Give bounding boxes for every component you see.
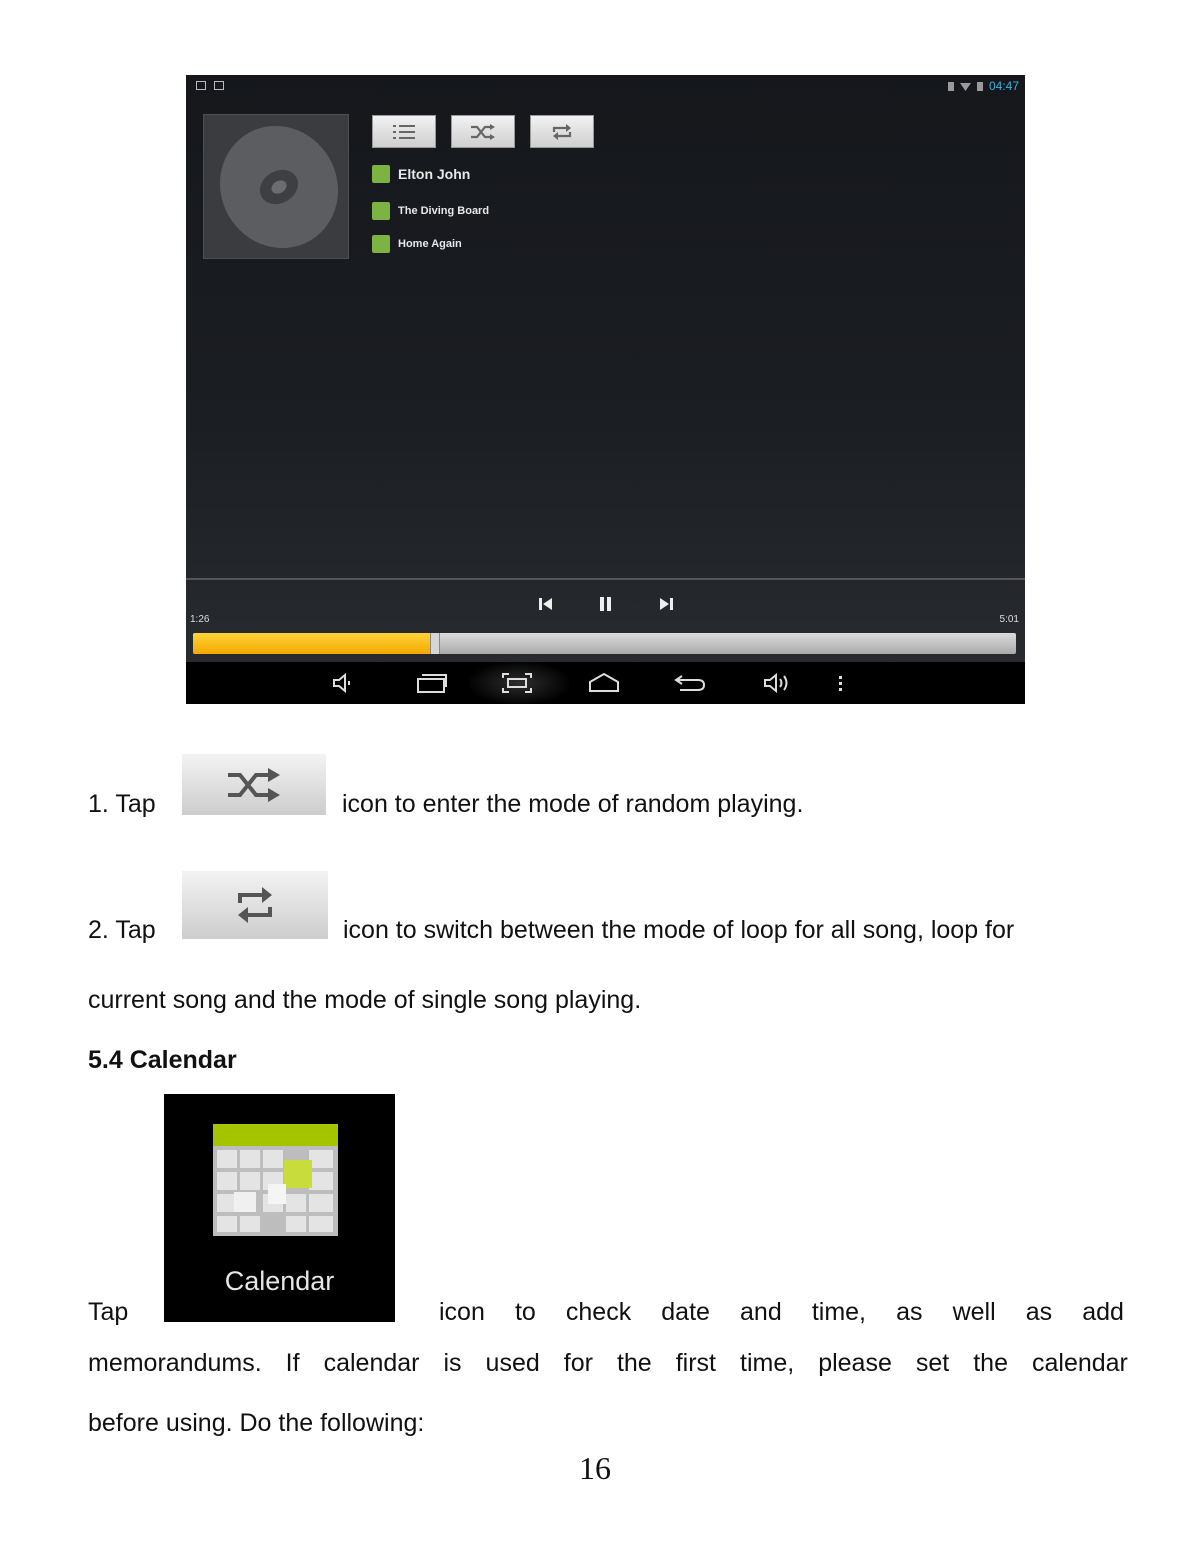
recent-apps-icon <box>416 671 448 695</box>
transport-controls <box>536 595 676 613</box>
word: memorandums. <box>88 1349 262 1377</box>
step1-prefix: 1. Tap <box>88 790 156 818</box>
battery-icon <box>977 82 983 91</box>
back-button[interactable] <box>674 671 702 695</box>
calendar-paragraph-line1 <box>439 1298 1124 1327</box>
repeat-button[interactable] <box>530 115 594 148</box>
screenshot-button[interactable] <box>501 671 529 695</box>
calendar-icon <box>164 1094 395 1264</box>
word: and <box>740 1298 782 1326</box>
word: well <box>952 1298 996 1326</box>
shuffle-button-illustration <box>182 754 326 815</box>
pause-icon <box>596 595 616 613</box>
calendar-app-icon <box>164 1094 395 1322</box>
word: please <box>818 1349 892 1377</box>
track-song <box>372 235 462 253</box>
battery-small-icon <box>948 82 954 91</box>
recent-apps-button[interactable] <box>416 671 444 695</box>
album-art <box>203 114 349 259</box>
previous-button[interactable] <box>536 595 556 613</box>
section-heading: 5.4 Calendar <box>88 1046 237 1074</box>
disc-placeholder-icon <box>204 115 350 260</box>
repeat-icon <box>551 123 573 141</box>
shuffle-icon <box>470 123 496 141</box>
track-album <box>372 202 489 220</box>
word: is <box>443 1349 462 1377</box>
controls-divider <box>186 578 1025 580</box>
page-number: 16 <box>579 1450 611 1486</box>
volume-up-button[interactable] <box>762 671 790 695</box>
current-time: 1:26 <box>190 614 210 625</box>
seek-bar[interactable] <box>193 633 1016 654</box>
next-button[interactable] <box>656 595 676 613</box>
song-label: Home Again <box>398 238 462 250</box>
volume-down-icon <box>330 671 358 695</box>
repeat-icon <box>234 885 276 925</box>
seek-bar-fill <box>193 633 432 654</box>
calendar-label: Calendar <box>224 1266 335 1296</box>
menu-button[interactable] <box>834 671 846 695</box>
menu-icon <box>834 671 846 695</box>
total-time: 5:01 <box>999 614 1019 625</box>
word: to <box>514 1298 536 1326</box>
word: first <box>675 1349 716 1377</box>
word: the <box>616 1349 652 1377</box>
back-icon <box>674 671 706 695</box>
word: calendar <box>1031 1349 1128 1377</box>
music-note-icon <box>372 235 390 253</box>
artist-label: Elton John <box>398 166 471 182</box>
calendar-paragraph-line3: before using. Do the following: <box>88 1409 425 1437</box>
track-artist <box>372 165 470 183</box>
play-notification-icon <box>196 81 206 90</box>
word: as <box>896 1298 923 1326</box>
list-button[interactable] <box>372 115 436 148</box>
album-label: The Diving Board <box>398 205 490 217</box>
status-time: 04:47 <box>988 79 1019 93</box>
step1-text: icon to enter the mode of random playing. <box>342 790 804 818</box>
word: time, <box>740 1349 795 1377</box>
word: calendar <box>323 1349 420 1377</box>
shuffle-icon <box>226 766 282 804</box>
next-icon <box>656 595 676 613</box>
wifi-icon <box>960 82 971 91</box>
home-button[interactable] <box>588 671 616 695</box>
volume-down-button[interactable] <box>330 671 358 695</box>
volume-up-icon <box>762 671 794 695</box>
music-player-screenshot <box>186 75 1025 704</box>
seek-bar-thumb[interactable] <box>430 633 440 654</box>
word: time, <box>811 1298 867 1326</box>
step2-prefix: 2. Tap <box>88 916 156 944</box>
step2-text: icon to switch between the mode of loop for all song, loop for <box>343 916 1015 944</box>
calendar-paragraph-line2 <box>88 1349 1128 1378</box>
list-icon <box>393 124 415 140</box>
word: as <box>1025 1298 1053 1326</box>
image-notification-icon <box>214 81 224 90</box>
home-icon <box>588 671 620 695</box>
word: check <box>565 1298 632 1326</box>
disc-icon <box>372 202 390 220</box>
cal-tap-word: Tap <box>88 1298 129 1326</box>
word: date <box>661 1298 710 1326</box>
step2-continuation: current song and the mode of single song playing. <box>88 986 642 1014</box>
repeat-button-illustration <box>182 871 328 939</box>
word: icon <box>439 1298 485 1326</box>
screenshot-icon <box>501 671 533 695</box>
pause-button[interactable] <box>596 595 616 613</box>
microphone-icon <box>372 165 390 183</box>
previous-icon <box>536 595 556 613</box>
word: used <box>485 1349 540 1377</box>
word: If <box>285 1349 300 1377</box>
word: set <box>915 1349 950 1377</box>
status-bar <box>186 75 1025 97</box>
word: add <box>1082 1298 1124 1326</box>
word: for <box>563 1349 593 1377</box>
shuffle-button[interactable] <box>451 115 515 148</box>
word: the <box>973 1349 1008 1377</box>
